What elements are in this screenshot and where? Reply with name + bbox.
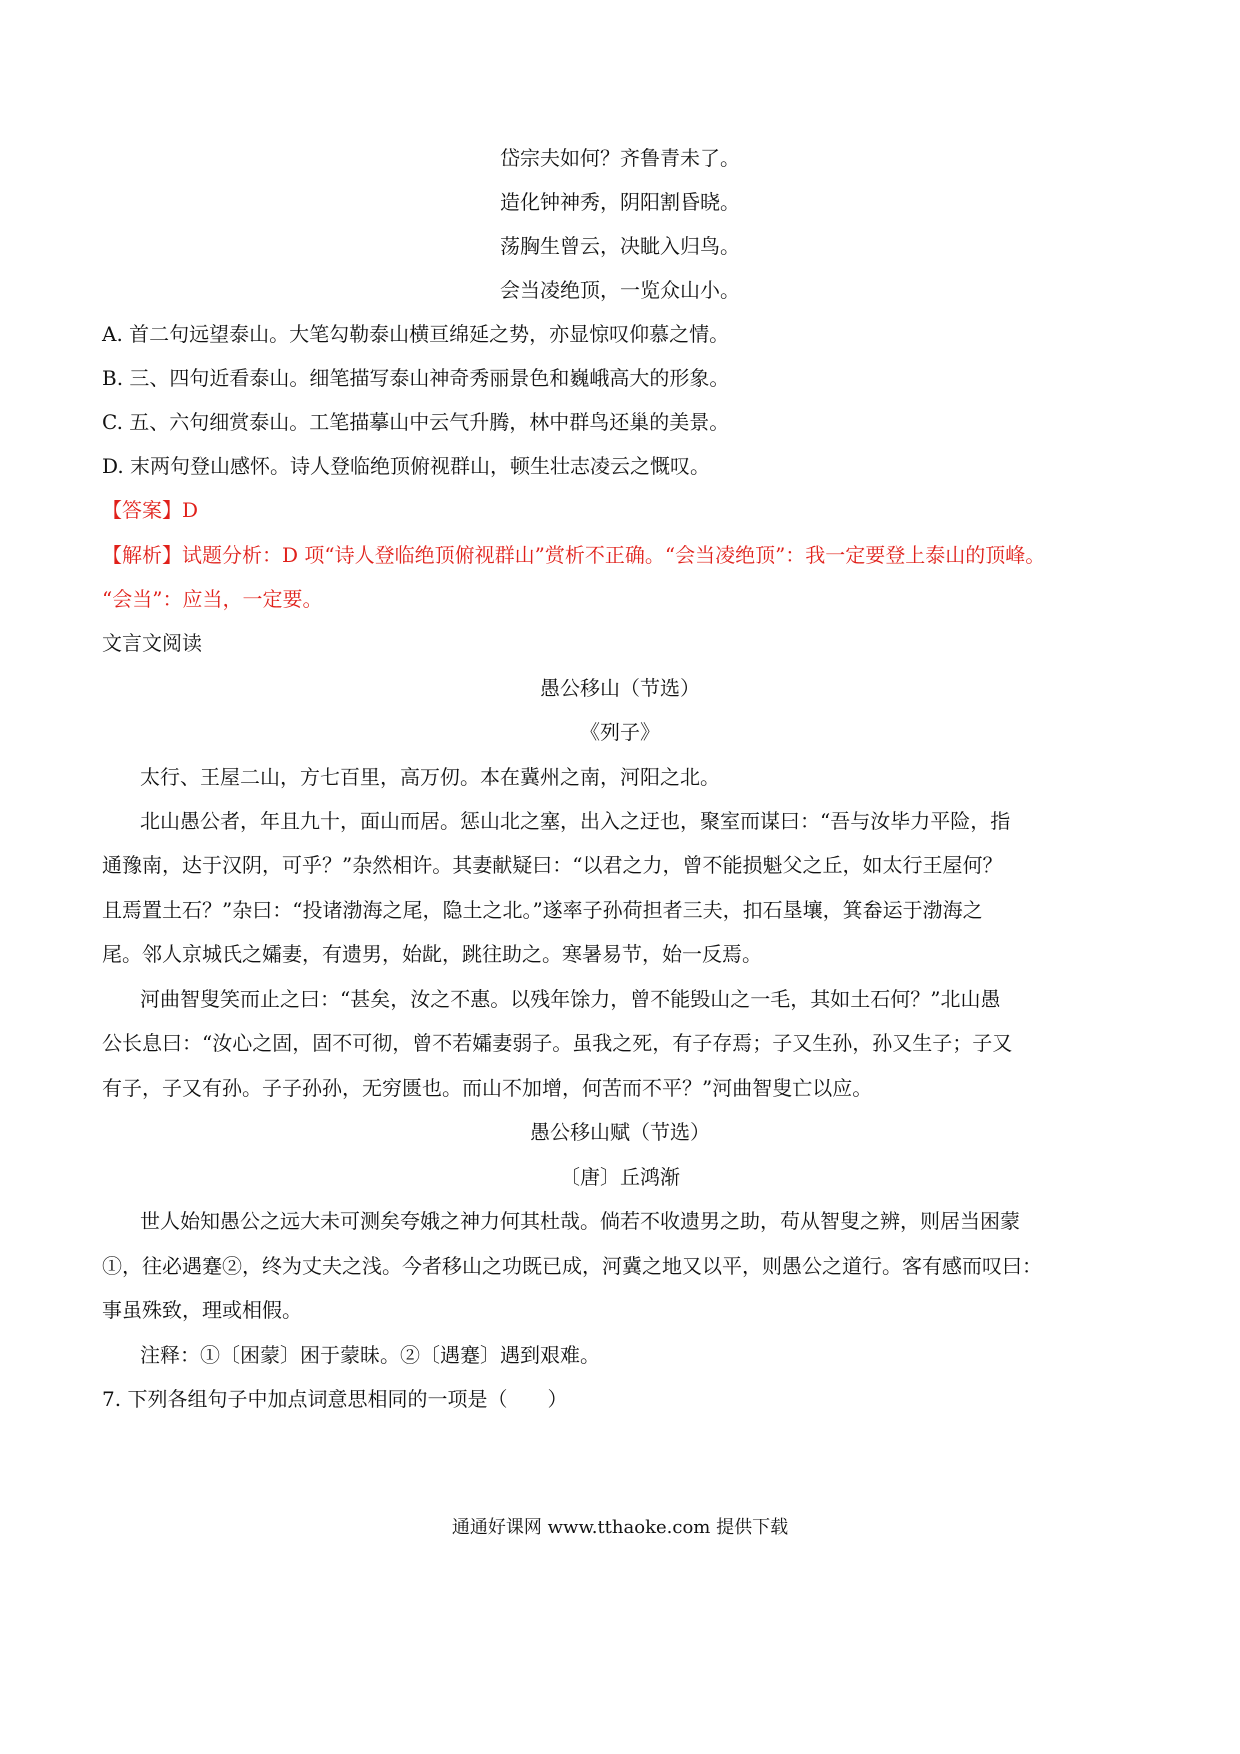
text1-line: 尾。邻人京城氏之孀妻，有遗男，始龀，跳往助之。寒暑易节，始一反焉。 (102, 942, 762, 966)
question-7: 7. 下列各组句子中加点词意思相同的一项是（ ） (102, 1387, 568, 1411)
text1-line: 太行、王屋二山，方七百里，高万仞。本在冀州之南，河阳之北。 (140, 765, 720, 789)
section-heading: 文言文阅读 (102, 631, 202, 655)
text1-source: 《列子》 (580, 720, 660, 744)
text2-note: 注释：①〔困蒙〕困于蒙昧。②〔遇蹇〕遇到艰难。 (140, 1343, 600, 1367)
option-c: C. 五、六句细赏泰山。工笔描摹山中云气升腾，林中群鸟还巢的美景。 (102, 410, 730, 434)
poem-line: 造化钟神秀，阴阳割昏晓。 (500, 190, 740, 214)
poem-line: 会当凌绝顶，一览众山小。 (500, 278, 740, 302)
analysis-line: “会当”：应当，一定要。 (102, 587, 323, 611)
poem-line: 岱宗夫如何？齐鲁青未了。 (500, 146, 740, 170)
text1-title: 愚公移山（节选） (540, 676, 700, 700)
page-footer: 通通好课网 www.tthaoke.com 提供下载 (451, 1517, 789, 1538)
text2-line: 事虽殊致，理或相假。 (102, 1298, 302, 1322)
poem-line: 荡胸生曾云，决眦入归鸟。 (500, 234, 740, 258)
answer: 【答案】D (102, 498, 199, 522)
text2-title: 愚公移山赋（节选） (530, 1120, 710, 1144)
text1-line: 有子，子又有孙。子子孙孙，无穷匮也。而山不加增，何苦而不平？”河曲智叟亡以应。 (102, 1076, 873, 1100)
text1-line: 通豫南，达于汉阴，可乎？”杂然相许。其妻献疑曰：“以君之力，曾不能损魁父之丘，如太行王屋何？ (102, 853, 1003, 877)
text1-line: 河曲智叟笑而止之曰：“甚矣，汝之不惠。以残年馀力，曾不能毁山之一毛，其如土石何？”北山愚 (140, 987, 1001, 1011)
text1-line: 且焉置土石？”杂曰：“投诸渤海之尾，隐土之北。”遂率子孙荷担者三夫，扣石垦壤，箕畚运于渤海之 (102, 898, 983, 922)
option-b: B. 三、四句近看泰山。细笔描写泰山神奇秀丽景色和巍峨高大的形象。 (102, 366, 730, 390)
option-a: A. 首二句远望泰山。大笔勾勒泰山横亘绵延之势，亦显惊叹仰慕之情。 (102, 322, 730, 346)
option-d: D. 末两句登山感怀。诗人登临绝顶俯视群山，顿生壮志凌云之慨叹。 (102, 454, 711, 478)
text2-line: 世人始知愚公之远大未可测矣夸娥之神力何其杜哉。倘若不收遗男之助，苟从智叟之辨，则居当困蒙 (140, 1209, 1020, 1233)
text1-line: 北山愚公者，年且九十，面山而居。惩山北之塞，出入之迂也，聚室而谋曰：“吾与汝毕力平险，指 (140, 809, 1011, 833)
text2-line: ①，往必遇蹇②，终为丈夫之浅。今者移山之功既已成，河冀之地又以平，则愚公之道行。客有感而叹曰： (102, 1254, 1042, 1278)
analysis-line: 【解析】试题分析：D 项“诗人登临绝顶俯视群山”赏析不正确。“会当凌绝顶”：我一定要登上泰山的顶峰。 (102, 543, 1046, 567)
text1-line: 公长息曰：“汝心之固，固不可彻，曾不若孀妻弱子。虽我之死，有子存焉；子又生孙，孙又生子；子又 (102, 1031, 1013, 1055)
text2-source: 〔唐〕丘鸿渐 (560, 1165, 680, 1189)
